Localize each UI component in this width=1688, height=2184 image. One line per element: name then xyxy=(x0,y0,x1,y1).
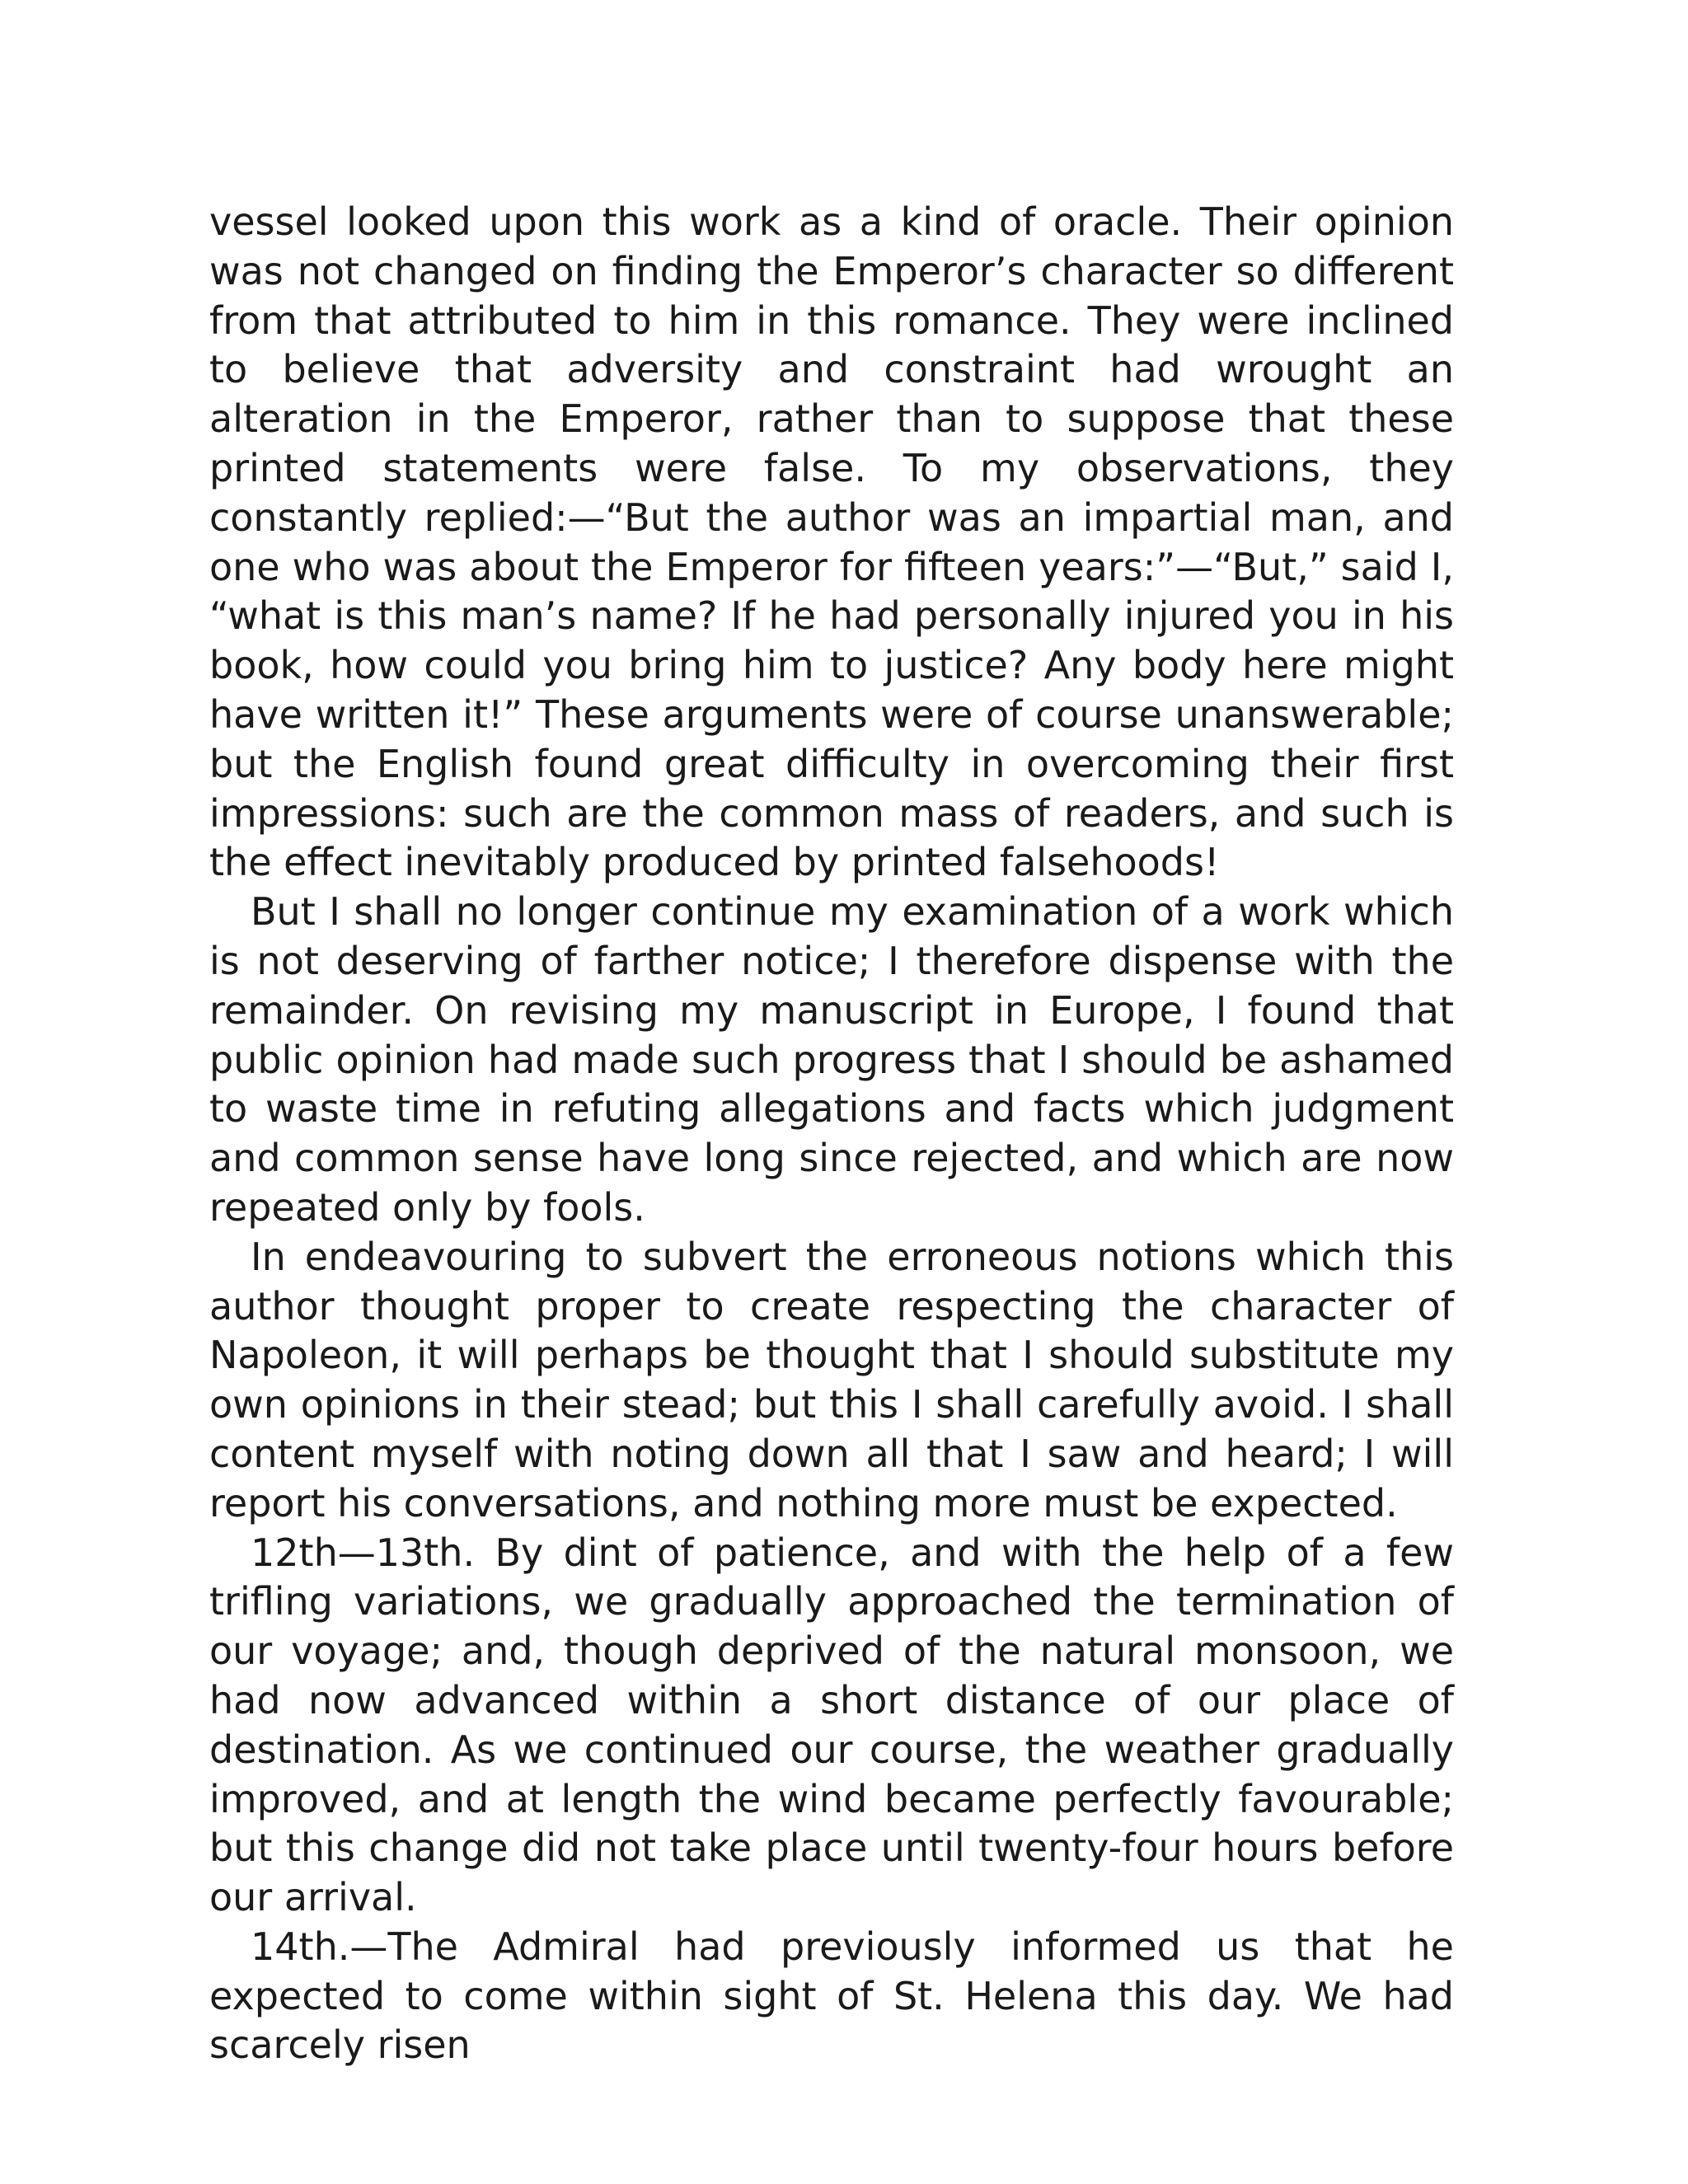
page-body xyxy=(209,198,1454,2070)
paragraph-12th-13th: 12th—13th. By dint of patience, and with the help of a few trifling variations, we gradually approached the termination of our voyage; and, though deprived of the natural monsoon, we had now advanced within a short distance of our place of destination. As we continued our course, the weather gradually improved, and at length the wind became perfectly favourable; but this change did not take place until twenty-four hours before our arrival. xyxy=(209,1530,1454,1920)
paragraph-examination: But I shall no longer continue my examination of a work which is not deserving of farther notice; I therefore dispense with the remainder. On revising my manuscript in Europe, I found that public opinion had made such progress that I should be ashamed to waste time in refuting allegations and facts which judgment and common sense have long since rejected, and which are now repeated only by fools. xyxy=(209,889,1454,1230)
paragraph-napoleon-character: In endeavouring to subvert the erroneous notions which this author thought proper to create respecting the character of Napoleon, it will perhaps be thought that I should substitute my own opinions in their stead; but this I shall carefully avoid. I shall content myself with noting down all that I saw and heard; I will report his conversations, and nothing more must be expected. xyxy=(209,1234,1454,1526)
paragraph-oracle: vessel looked upon this work as a kind of oracle. Their opinion was not changed on finding the Emperor’s character so different from that attributed to him in this romance. They were inclined to believe that adversity and constraint had wrought an alteration in the Emperor, rather than to suppose that these printed statements were false. To my observations, they constantly replied:—“But the author was an impartial man, and one who was about the Emperor for fifteen years:”—“But,” said I, “what is this man’s name? If he had personally injured you in his book, how could you bring him to justice? Any body here might have written it!” These arguments were of course unanswerable; but the English found great difficulty in overcoming their first impressions: such are the common mass of readers, and such is the effect inevitably produced by printed falsehoods! xyxy=(209,199,1454,885)
paragraph-14th: 14th.—The Admiral had previously informed us that he expected to come within sight of St. Helena this day. We had scarcely risen xyxy=(209,1924,1454,2068)
